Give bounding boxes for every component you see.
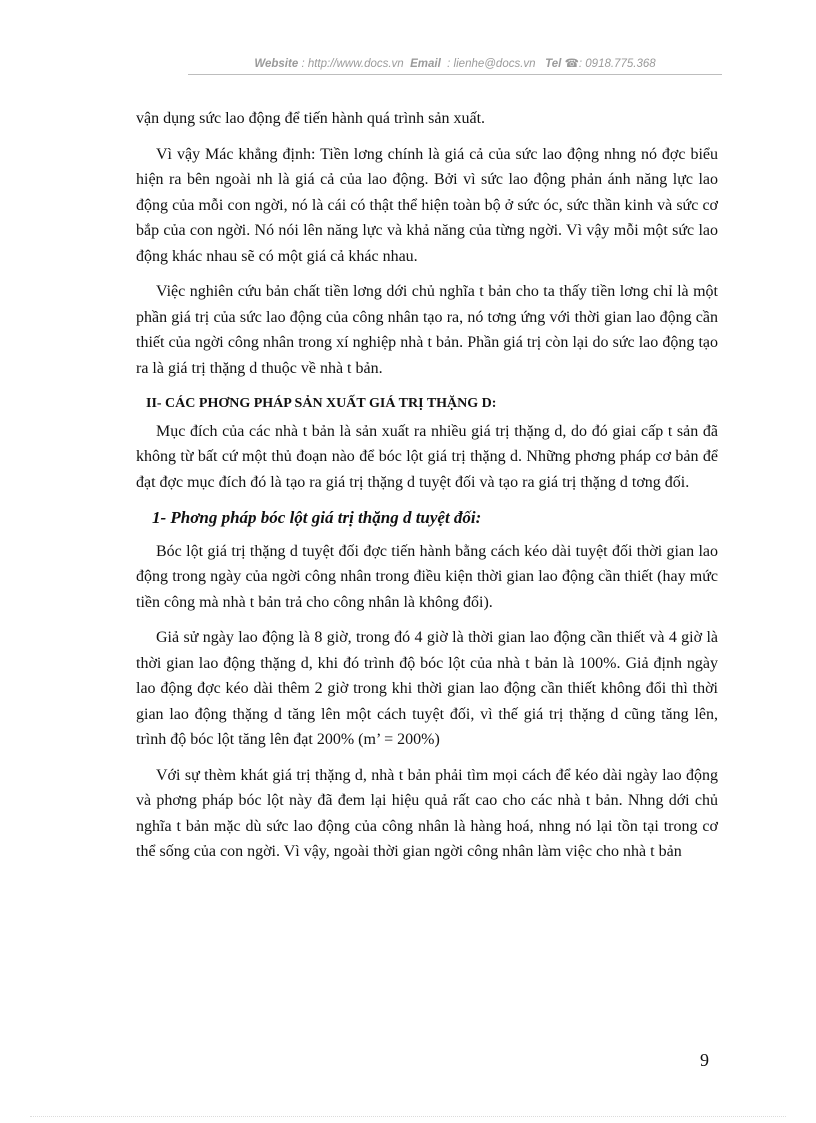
phone-icon: ☎ (564, 58, 579, 70)
tel-value: : 0918.775.368 (578, 58, 656, 70)
paragraph-6: Giả sử ngày lao động là 8 giờ, trong đó 4 giờ là thời gian lao động cần thiết và 4 giờ là thời gian lao động thặng d, khi đó trình độ bóc lột của nhà t bản là 100%. Giả định ngày lao động đợc kéo dài thêm 2 giờ trong khi thời gian lao động cần thiết không đổi thì thời gian lao động thặng d tăng lên một cách tuyệt đối, vì thế giá trị thặng d cũng tăng lên, trình độ bóc lột tăng lên đạt 200% (m’ = 200%) (136, 629, 718, 748)
paragraph-5: Bóc lột giá trị thặng d tuyệt đối đợc tiến hành bằng cách kéo dài tuyệt đối thời gian lao động trong ngày của ngời công nhân trong điều kiện thời gian lao động cần thiết (hay mức tiền công mà nhà t bản trả cho công nhân là không đổi). (136, 542, 718, 611)
document-body (136, 106, 718, 875)
header-divider (188, 74, 722, 75)
website-value: : http://www.docs.vn (301, 58, 404, 70)
tel-label: Tel (545, 58, 562, 70)
footer-divider (30, 1116, 786, 1117)
paragraph-2: Vì vậy Mác khẳng định: Tiền lơng chính là giá cả của sức lao động nhng nó đợc biểu hiện ra bên ngoài nh là giá cả của lao động. Bởi vì sức lao động phản ánh năng lực lao động của mỗi con ngời, nó là cái có thật thể hiện toàn bộ ở sức óc, sức thần kinh và sức cơ bắp của con ngời. Nó nói lên năng lực và khả năng của từng ngời. Vì vậy mỗi một sức lao động khác nhau sẽ có một giá cả khác nhau. (136, 145, 718, 265)
email-value: : lienhe@docs.vn (447, 58, 536, 70)
subsection-heading: 1- Phơng pháp bóc lột giá trị thặng d tuyệt đối: (152, 508, 482, 527)
paragraph-4: Mục đích của các nhà t bản là sản xuất ra nhiều giá trị thặng d, do đó giai cấp t sản đã không từ bất cứ một thủ đoạn nào để bóc lột giá trị thặng d. Những phơng pháp cơ bản để đạt đợc mục đích đó là tạo ra giá trị thặng d tuyệt đối và tạo ra giá trị thặng d tơng đối. (136, 422, 718, 491)
paragraph-1: vận dụng sức lao động để tiến hành quá trình sản xuất. (136, 110, 486, 127)
page-header (188, 56, 722, 70)
page-number: 9 (700, 1050, 709, 1070)
website-label: Website (254, 58, 299, 70)
paragraph-7: Với sự thèm khát giá trị thặng d, nhà t bản phải tìm mọi cách để kéo dài ngày lao động và phơng pháp bóc lột này đã đem lại hiệu quả rất cao cho các nhà t bản. Nhng dới chủ nghĩa t bản mặc dù sức lao động của công nhân là hàng hoá, nhng nó lại tồn tại trong cơ thể sống của con ngời. Vì vậy, ngoài thời gian ngời công nhân làm việc cho nhà t bản (136, 766, 718, 860)
paragraph-3: Việc nghiên cứu bản chất tiền lơng dới chủ nghĩa t bản cho ta thấy tiền lơng chỉ là một phần giá trị của sức lao động của công nhân tạo ra, nó tơng ứng với thời gian lao động cần thiết của ngời công nhân trong xí nghiệp nhà t bản. Phần giá trị còn lại do sức lao động tạo ra là giá trị thặng d thuộc về nhà t bản. (136, 283, 718, 377)
email-label: Email (410, 58, 441, 70)
section-heading: II- CÁC PHƠNG PHÁP SẢN XUẤT GIÁ TRỊ THẶNG D: (146, 396, 497, 411)
